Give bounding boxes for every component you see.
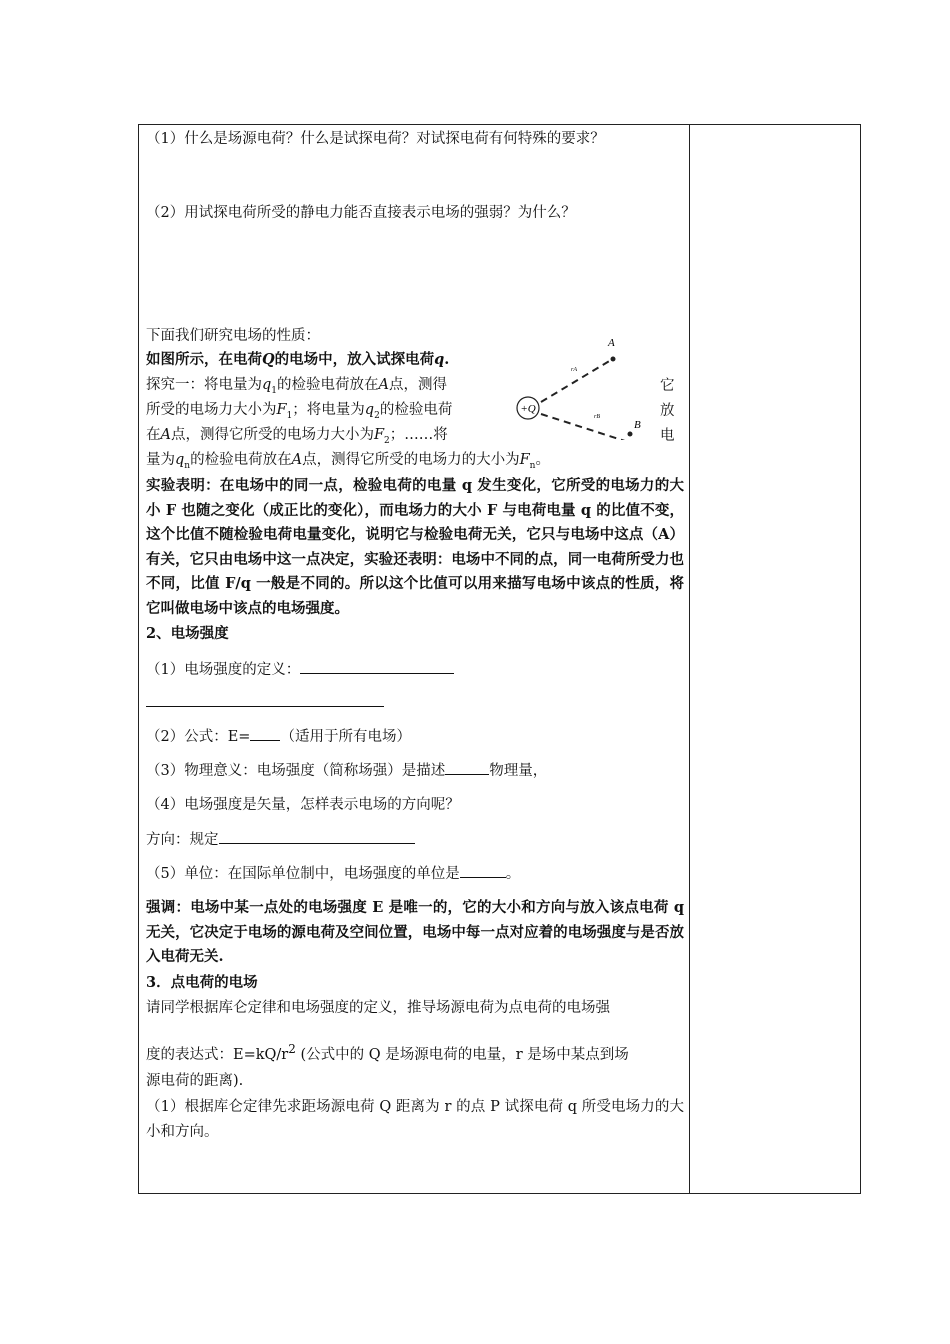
derive-line-1: 请同学根据库仑定律和电场强度的定义，推导场源电荷为点电荷的电场强	[146, 1000, 610, 1016]
rb-dashed-line	[541, 414, 628, 440]
emphasis-paragraph: 强调：电场中某一点处的电场强度 E 是唯一的，它的大小和方向与放入该点电荷 q 无关，它决定于电场的源电荷及空间位置，电场中每一点对应着的电场强度与是否放入电荷无关.	[146, 899, 684, 965]
definition-line: （1）电场强度的定义：	[146, 659, 454, 681]
point-a-label: A	[608, 337, 615, 349]
explore-line-2: 所受的电场力大小为$F_1$；将电量为$q_2$的检验电荷	[146, 402, 453, 421]
ra-label: rA	[571, 367, 577, 373]
figure-lead: 如图所示，在电荷Q的电场中，放入试探电荷q.	[146, 351, 450, 368]
explore-line-1: 探究一：将电量为$q_1$的检验电荷放在A点，测得	[146, 377, 448, 396]
question-2: （2）用试探电荷所受的静电力能否直接表示电场的强弱？为什么？	[146, 205, 576, 221]
side-char-2: 放	[660, 403, 675, 419]
experiment-conclusion: 实验表明：在电场中的同一点，检验电荷的电量 q 发生变化，它所受的电场力的大小 F 也随之变化（成正比的变化），而电场力的大小 F 与电荷电量 q 的比值不变，这个比值不随检验电荷电量变化，说明它与检验电荷无关，它只与电场中这点（A）有关，它只由电场中这一点决定，实验还表明：电场中不同的点，同一电荷所受力也不同，比值 F/q 一般是不同的。所以这个比值可以用来描写电场中该点的性质，将它叫做电场中该点的电场强度。	[146, 477, 684, 617]
formula-line: （2）公式：E= （适用于所有电场）	[146, 726, 411, 748]
definition-blank-2[interactable]	[146, 692, 384, 707]
meaning-blank[interactable]	[445, 760, 489, 775]
rb-label: rB	[594, 414, 600, 420]
direction-line: 方向：规定	[146, 829, 415, 851]
explore-line-4: 量为$q_n$的检验电荷放在A点，测得它所受的电场力的大小为$F_n$。	[146, 452, 550, 471]
formula-blank[interactable]	[250, 726, 280, 741]
charge-field-figure	[514, 330, 664, 440]
intro-text: 下面我们研究电场的性质：	[146, 328, 320, 344]
meaning-line: （3）物理意义：电场强度（简称场强）是描述 物理量，	[146, 760, 547, 782]
question-1: （1）什么是场源电荷？什么是试探电荷？对试探电荷有何特殊的要求？	[146, 131, 605, 147]
side-char-1: 它	[660, 378, 675, 394]
derive-line-2: 度的表达式：$E=kQ/r^2$ (公式中的 Q 是场源电荷的电量，r 是场中某点到场	[146, 1042, 629, 1063]
unit-line: （5）单位：在国际单位制中，电场强度的单位是 。	[146, 863, 520, 885]
section-2-heading: 2、电场强度	[146, 625, 229, 642]
side-char-3: 电	[660, 428, 675, 444]
vector-line: （4）电场强度是矢量，怎样表示电场的方向呢？	[146, 797, 460, 813]
column-divider	[689, 124, 690, 1194]
direction-blank[interactable]	[219, 829, 415, 844]
explore-line-3: 在A点，测得它所受的电场力大小为$F_2$；……将	[146, 427, 448, 446]
definition-line-2	[146, 692, 384, 714]
definition-blank[interactable]	[300, 659, 454, 674]
derive-line-3: 源电荷的距离).	[146, 1073, 244, 1089]
source-charge-label: +Q	[520, 403, 536, 415]
point-a-dot	[611, 357, 616, 362]
task-1: （1）根据库仑定律先求距场源电荷 Q 距离为 r 的点 P 试探电荷 q 所受电场力的大小和方向。	[146, 1099, 684, 1140]
unit-blank[interactable]	[460, 863, 506, 878]
point-b-label: B	[634, 419, 641, 431]
point-b-dot	[628, 432, 633, 437]
section-3-heading: 3．点电荷的电场	[146, 974, 258, 991]
